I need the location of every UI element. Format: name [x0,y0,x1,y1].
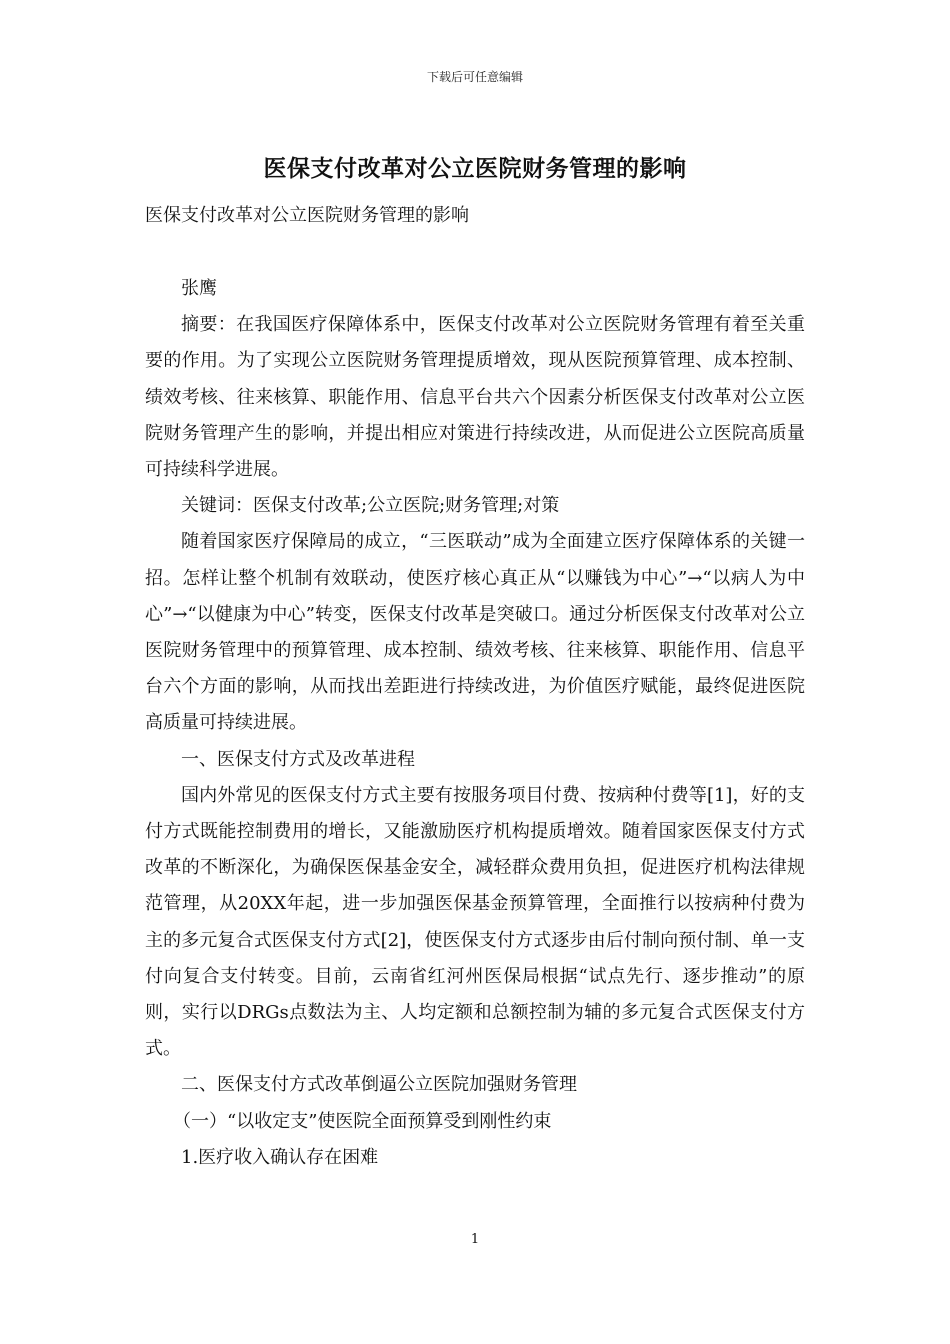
keywords-paragraph: 关键词：医保支付改革;公立医院;财务管理;对策 [181,495,560,517]
subsection-heading-2-1: （一）“以收定支”使医院全面预算受到刚性约束 [173,1110,552,1132]
item-heading-1: 1.医疗收入确认存在困难 [181,1146,379,1168]
abstract-paragraph: 摘要：在我国医疗保障体系中，医保支付改革对公立医院财务管理有着至关重要的作用。为了实现公立医院财务管理提质增效，现从医院预算管理、成本控制、绩效考核、往来核算、职能作用、信息平台共六个因素分析医保支付改革对公立医院财务管理产生的影响，并提出相应对策进行持续改进，从而促进公立医院高质量可持续科学进展。 [145,314,805,481]
section-heading-1: 一、医保支付方式及改革进程 [181,748,415,770]
intro-paragraph: 随着国家医疗保障局的成立，“三医联动”成为全面建立医疗保障体系的关键一招。怎样让整个机制有效联动，使医疗核心真正从“以赚钱为中心”→“以病人为中心”→“以健康为中心”转变，医保支付改革是突破口。通过分析医保支付改革对公立医院财务管理中的预算管理、成本控制、绩效考核、往来核算、职能作用、信息平台六个方面的影响，从而找出差距进行持续改进，为价值医疗赋能，最终促进医院高质量可持续进展。 [145,531,805,734]
section-1-paragraph: 国内外常见的医保支付方式主要有按服务项目付费、按病种付费等[1]，好的支付方式既能控制费用的增长，又能激励医疗机构提质增效。随着国家医保支付方式改革的不断深化，为确保医保基金安全，减轻群众费用负担，促进医疗机构法律规范管理，从20XX年起，进一步加强医保基金预算管理，全面推行以按病种付费为主的多元复合式医保支付方式[2]，使医保支付方式逐步由后付制向预付制、单一支付向复合支付转变。目前，云南省红河州医保局根据“试点先行、逐步推动”的原则，实行以DRGs点数法为主、人均定额和总额控制为辅的多元复合式医保支付方式。 [145,784,805,1060]
author-line: 张鹰 [181,278,217,299]
page-number: 1 [470,1232,480,1247]
section-heading-2: 二、医保支付方式改革倒逼公立医院加强财务管理 [181,1074,577,1096]
page-header-note: 下载后可任意编辑 [426,70,523,84]
document-title: 医保支付改革对公立医院财务管理的影响 [263,155,687,182]
document-body [145,271,805,1176]
document-subtitle: 医保支付改革对公立医院财务管理的影响 [145,205,469,226]
